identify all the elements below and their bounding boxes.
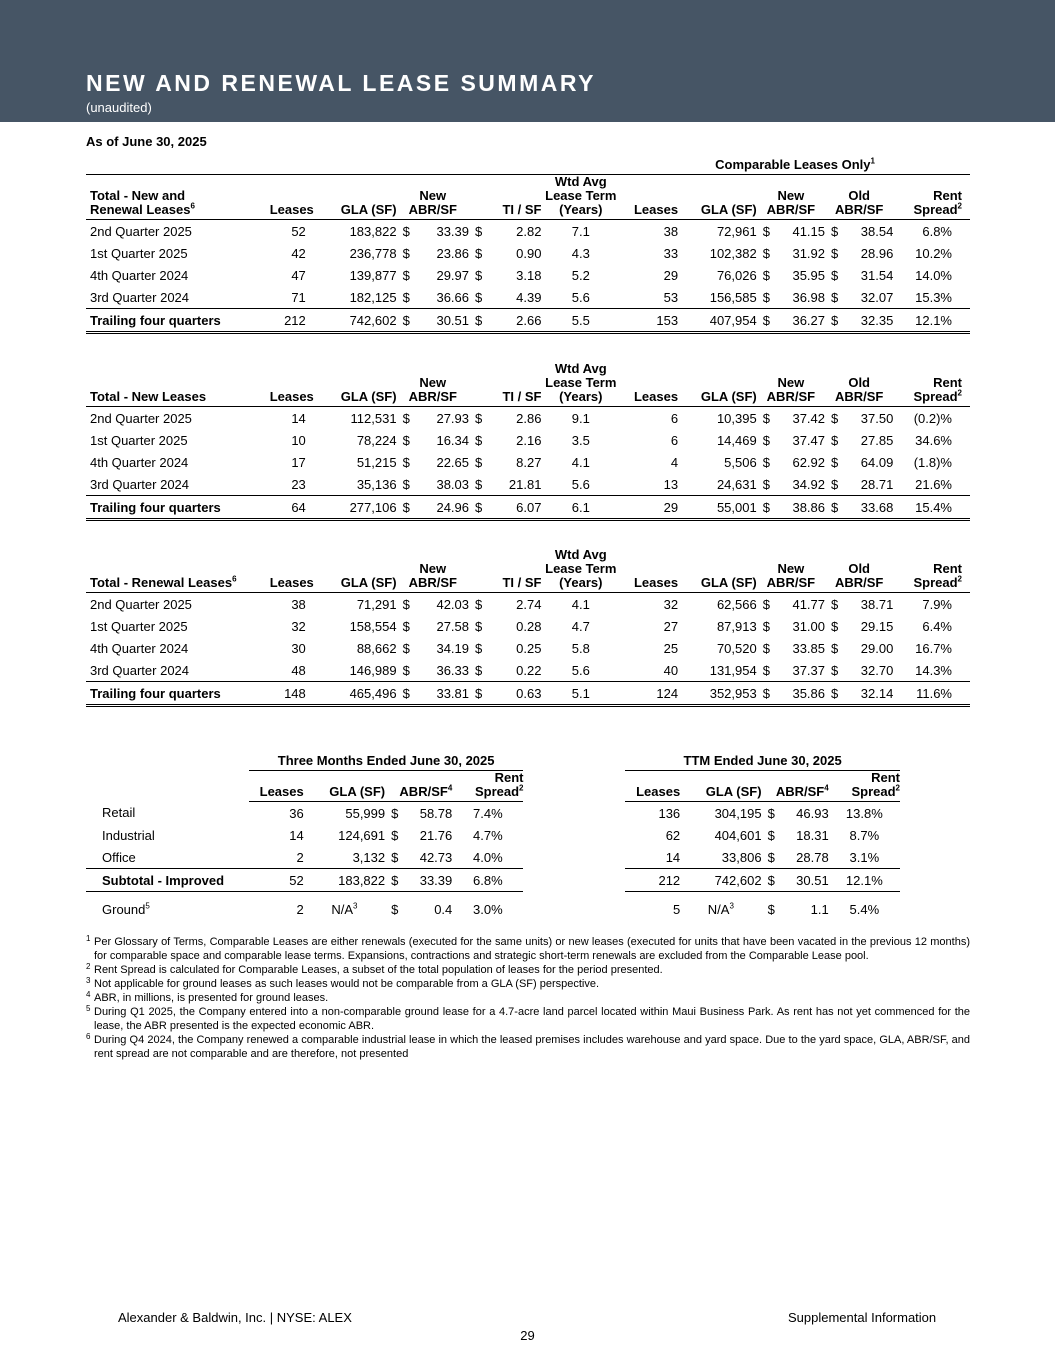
col-header-rent-spread: Rent Spread$^2$ — [829, 771, 900, 802]
ttm-header: TTM Ended June 30, 2025 — [625, 748, 900, 771]
col-header-gla: GLA (SF) — [680, 771, 761, 802]
table-row: 4th Quarter 2024 17 51,215 $ 22.65 $ 8.27 4.1 4 5,506 $ 62.92 $ 64.09 (1.8)% — [90, 454, 952, 470]
col-header-tisf: TI / SF — [469, 362, 541, 407]
table-row: 3rd Quarter 2024 23 35,136 $ 38.03 $ 21.81 5.6 13 24,631 $ 34.92 $ 28.71 21.6% — [90, 476, 952, 492]
table-row: Retail 36 55,999 $ 58.78 7.4% 136 304,195 $ 46.93 13.8% — [102, 805, 883, 821]
col-header-leases: Leases — [268, 362, 314, 407]
row-header-label: Total - New and Renewal Leases$^6$ — [86, 175, 268, 220]
table-row: Industrial 14 124,691 $ 21.76 4.7% 62 404,601 $ 18.31 8.7% — [102, 827, 880, 843]
page-subtitle: (unaudited) — [86, 100, 152, 115]
col-header-old-abrsf: Old ABR/SF — [825, 362, 893, 407]
col-header-leases: Leases — [625, 771, 680, 802]
col-header-wtd-avg-term: Wtd Avg Lease Term (Years) — [541, 548, 620, 593]
row-header-label: Total - Renewal Leases$^6$ — [86, 548, 268, 593]
footnotes — [86, 935, 970, 1061]
col-header-rent-spread: Rent Spread$^2$ — [893, 175, 970, 220]
col-header-rent-spread: Rent Spread$^2$ — [893, 362, 970, 407]
table-row: 1st Quarter 2025 42 236,778 $ 23.86 $ 0.90 4.3 33 102,382 $ 31.92 $ 28.96 10.2% — [90, 245, 952, 261]
col-header-rent-spread: Rent Spread$^2$ — [452, 771, 523, 802]
col-header-wtd-avg-term: Wtd Avg Lease Term (Years) — [541, 175, 620, 220]
table-row-ground: Ground$^5$ 2 $N/A^3$ $ 0.4 3.0% 5 $N/A^3$ $ 1.1 5.4% — [102, 901, 880, 917]
col-header-gla: GLA (SF) — [678, 175, 757, 220]
table-row: 3rd Quarter 2024 71 182,125 $ 36.66 $ 4.39 5.6 53 156,585 $ 36.98 $ 32.07 15.3% — [90, 289, 952, 305]
col-header-new-abrsf: New ABR/SF — [757, 548, 825, 593]
lease-summary-by-type-table — [86, 748, 900, 926]
three-months-header: Three Months Ended June 30, 2025 — [249, 748, 524, 771]
lease-table — [86, 152, 970, 334]
comparable-leases-header: Comparable Leases Only$^1$ — [620, 152, 970, 175]
total-row: Trailing four quarters 212 742,602 $ 30.51 $ 2.66 5.5 153 407,954 $ 36.27 $ 32.35 12.1% — [86, 309, 970, 333]
col-header-old-abrsf: Old ABR/SF — [825, 548, 893, 593]
col-header-new-abrsf: New ABR/SF — [397, 175, 469, 220]
page-title: NEW AND RENEWAL LEASE SUMMARY — [86, 70, 596, 96]
col-header-leases: Leases — [268, 175, 314, 220]
footnote: 6 During Q4 2024, the Company renewed a comparable industrial lease in which the leased premises includes warehouse and yard space. Due to the yard space, GLA, ABR/SF, and rent spread are not comparable and are therefore, not presented — [86, 1032, 970, 1060]
footnote: 1 Per Glossary of Terms, Comparable Leases are either renewals (executed for the same units) or new leases (executed for units that have been vacated in the previous 12 months) for comparable space and comparable lease terms. Expansions, contractions and strategic short-term renewals are excluded from the Comparable Lease pool. — [86, 934, 970, 962]
col-header-gla: GLA (SF) — [314, 548, 397, 593]
col-header-wtd-avg-term: Wtd Avg Lease Term (Years) — [541, 362, 620, 407]
footnote: 2 Rent Spread is calculated for Comparable Leases, a subset of the total population of leases for the period presented. — [86, 962, 663, 976]
col-header-gla: GLA (SF) — [314, 362, 397, 407]
col-header-leases: Leases — [268, 548, 314, 593]
table-row: 4th Quarter 2024 47 139,877 $ 29.97 $ 3.18 5.2 29 76,026 $ 35.95 $ 31.54 14.0% — [90, 267, 952, 283]
col-header-abrsf: ABR/$SF^4$ — [385, 771, 452, 802]
col-header-new-abrsf: New ABR/SF — [397, 362, 469, 407]
col-header-abrsf: ABR/$SF^4$ — [762, 771, 829, 802]
subtotal-row: Subtotal - Improved 52 183,822 $ 33.39 6.8% 212 742,602 $ 30.51 12.1% — [86, 869, 900, 892]
footer-company: Alexander & Baldwin, Inc. | NYSE: ALEX — [118, 1310, 352, 1325]
table-row: 1st Quarter 2025 10 78,224 $ 16.34 $ 2.16 3.5 6 14,469 $ 37.47 $ 27.85 34.6% — [90, 432, 952, 448]
footer-doc-label: Supplemental Information — [788, 1310, 937, 1325]
lease-table — [86, 548, 970, 707]
total-row: Trailing four quarters 64 277,106 $ 24.96 $ 6.07 6.1 29 55,001 $ 38.86 $ 33.68 15.4% — [86, 496, 970, 520]
col-header-new-abrsf: New ABR/SF — [757, 175, 825, 220]
col-header-tisf: TI / SF — [469, 548, 541, 593]
row-header-label: Total - New Leases — [86, 362, 268, 407]
col-header-gla: GLA (SF) — [678, 548, 757, 593]
lease-table — [86, 362, 970, 521]
table-row: 3rd Quarter 2024 48 146,989 $ 36.33 $ 0.22 5.6 40 131,954 $ 37.37 $ 32.70 14.3% — [90, 662, 952, 678]
table-row: 1st Quarter 2025 32 158,554 $ 27.58 $ 0.28 4.7 27 87,913 $ 31.00 $ 29.15 6.4% — [90, 618, 952, 634]
col-header-leases: Leases — [620, 175, 678, 220]
header-banner — [0, 0, 1055, 122]
table-row: Office 2 3,132 $ 42.73 4.0% 14 33,806 $ 28.78 3.1% — [102, 849, 880, 865]
col-header-new-abrsf: New ABR/SF — [757, 362, 825, 407]
col-header-leases: Leases — [620, 362, 678, 407]
col-header-new-abrsf: New ABR/SF — [397, 548, 469, 593]
col-header-gla: GLA (SF) — [678, 362, 757, 407]
col-header-gla: GLA (SF) — [304, 771, 385, 802]
as-of-date: As of June 30, 2025 — [86, 134, 207, 149]
table-row: 2nd Quarter 2025 38 71,291 $ 42.03 $ 2.74 4.1 32 62,566 $ 41.77 $ 38.71 7.9% — [90, 596, 952, 612]
table-row: 2nd Quarter 2025 14 112,531 $ 27.93 $ 2.86 9.1 6 10,395 $ 37.42 $ 37.50 (0.2)% — [90, 410, 952, 426]
table-row: 2nd Quarter 2025 52 183,822 $ 33.39 $ 2.82 7.1 38 72,961 $ 41.15 $ 38.54 6.8% — [90, 223, 952, 239]
page-number: 29 — [520, 1328, 535, 1343]
footnote: 3 Not applicable for ground leases as such leases would not be comparable from a GLA (SF) perspective. — [86, 976, 600, 990]
total-row: Trailing four quarters 148 465,496 $ 33.81 $ 0.63 5.1 124 352,953 $ 35.86 $ 32.14 11.6% — [86, 682, 970, 706]
col-header-leases: Leases — [620, 548, 678, 593]
col-header-tisf: TI / SF — [469, 175, 541, 220]
footnote: 5 During Q1 2025, the Company entered into a non-comparable ground lease for a 4.7-acre land parcel located within Maui Business Park. As rent has not yet commenced for the lease, the ABR presented is the expected economic ABR. — [86, 1004, 970, 1032]
table-row: 4th Quarter 2024 30 88,662 $ 34.19 $ 0.25 5.8 25 70,520 $ 33.85 $ 29.00 16.7% — [90, 640, 952, 656]
col-header-leases: Leases — [249, 771, 304, 802]
col-header-old-abrsf: Old ABR/SF — [825, 175, 893, 220]
col-header-rent-spread: Rent Spread$^2$ — [893, 548, 970, 593]
footnote: 4 ABR, in millions, is presented for ground leases. — [86, 990, 329, 1004]
col-header-gla: GLA (SF) — [314, 175, 397, 220]
